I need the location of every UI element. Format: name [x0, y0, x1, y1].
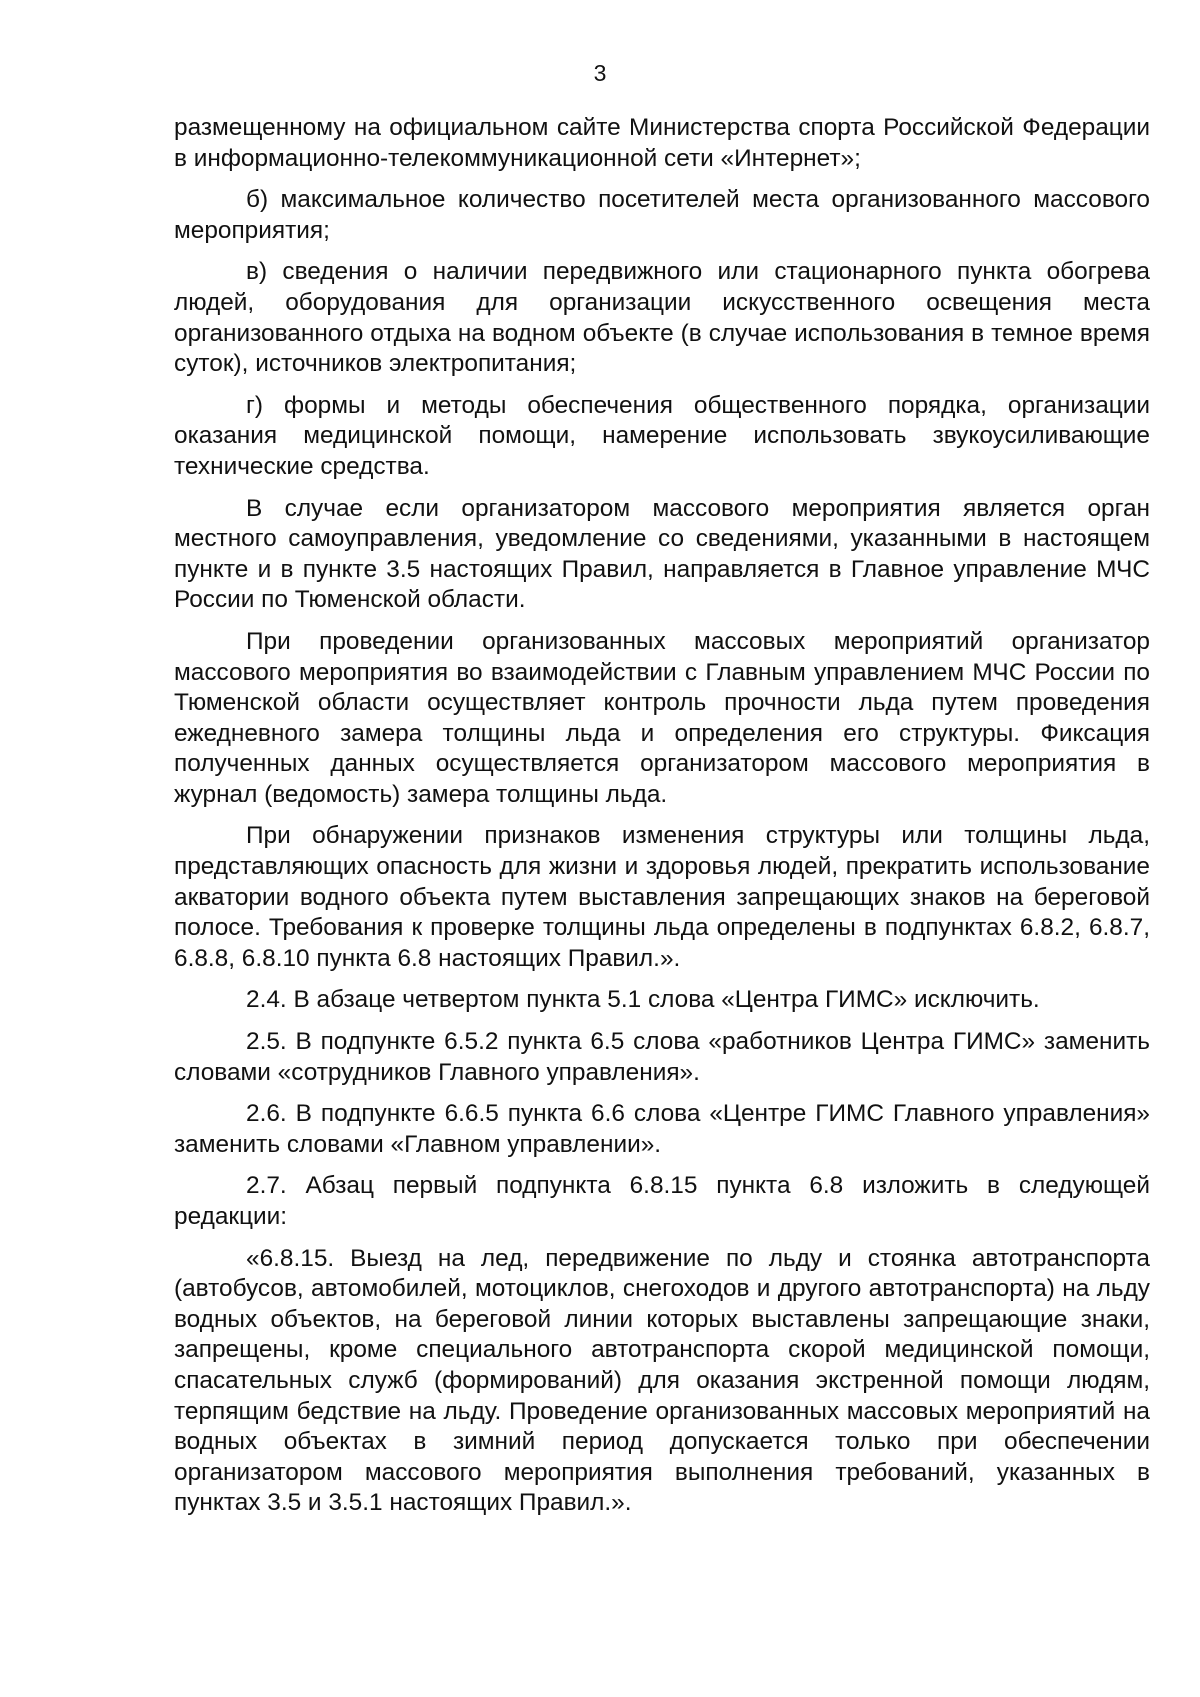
document-body: [174, 113, 1150, 1530]
paragraph-local-government: В случае если организатором массового мероприятия является орган местного самоуправления, уведомление со сведениями, указанными в настоящем пункте и в пункте 3.5 настоящих Правил, направляется в Главное управление МЧС России по Тюменской области.: [174, 494, 1150, 614]
paragraph-ice-control: При проведении организованных массовых мероприятий организатор массового мероприятия во взаимодействии с Главным управлением МЧС России по Тюменской области осуществляет контроль прочности льда путем проведения ежедневного замера толщины льда и определения его структуры. Фиксация полученных данных осуществляется организатором массового мероприятия в журнал (ведомость) замера толщины льда.: [174, 627, 1150, 808]
paragraph-item-b: б) максимальное количество посетителей места организованного массового мероприятия;: [174, 186, 1150, 244]
paragraph-continuation: размещенному на официальном сайте Министерства спорта Российской Федерации в информационно-телекоммуникационной сети «Интернет»;: [174, 114, 1150, 172]
paragraph-2-6: 2.6. В подпункте 6.6.5 пункта 6.6 слова «Центре ГИМС Главного управления» заменить словами «Главном управлении».: [174, 1100, 1150, 1158]
paragraph-item-g: г) формы и методы обеспечения общественного порядка, организации оказания медицинской помощи, намерение использовать звукоусиливающие технические средства.: [174, 391, 1150, 480]
paragraph-2-5: 2.5. В подпункте 6.5.2 пункта 6.5 слова «работников Центра ГИМС» заменить словами «сотрудников Главного управления».: [174, 1028, 1150, 1086]
paragraph-2-7: 2.7. Абзац первый подпункта 6.8.15 пункта 6.8 изложить в следующей редакции:: [174, 1172, 1150, 1230]
paragraph-2-4: 2.4. В абзаце четвертом пункта 5.1 слова «Центра ГИМС» исключить.: [246, 986, 1040, 1014]
paragraph-6-8-15: «6.8.15. Выезд на лед, передвижение по льду и стоянка автотранспорта (автобусов, автомобилей, мотоциклов, снегоходов и другого автотранспорта) на льду водных объектов, на береговой линии которых выставлены запрещающие знаки, запрещены, кроме специального автотранспорта скорой медицинской помощи, спасательных служб (формирований) для оказания экстренной помощи людям, терпящим бедствие на льду. Проведение организованных массовых мероприятий на водных объектах в зимний период допускается только при обеспечении организатором массового мероприятия выполнения требований, указанных в пунктах 3.5 и 3.5.1 настоящих Правил.».: [174, 1244, 1150, 1517]
page-number: 3: [593, 60, 607, 86]
paragraph-ice-danger: При обнаружении признаков изменения структуры или толщины льда, представляющих опасность для жизни и здоровья людей, прекратить использование акватории водного объекта путем выставления запрещающих знаков на береговой полосе. Требования к проверке толщины льда определены в подпунктах 6.8.2, 6.8.7, 6.8.8, 6.8.10 пункта 6.8 настоящих Правил.».: [174, 822, 1150, 972]
paragraph-item-v: в) сведения о наличии передвижного или стационарного пункта обогрева людей, оборудования для организации искусственного освещения места организованного отдыха на водном объекте (в случае использования в темное время суток), источников электропитания;: [174, 258, 1150, 378]
